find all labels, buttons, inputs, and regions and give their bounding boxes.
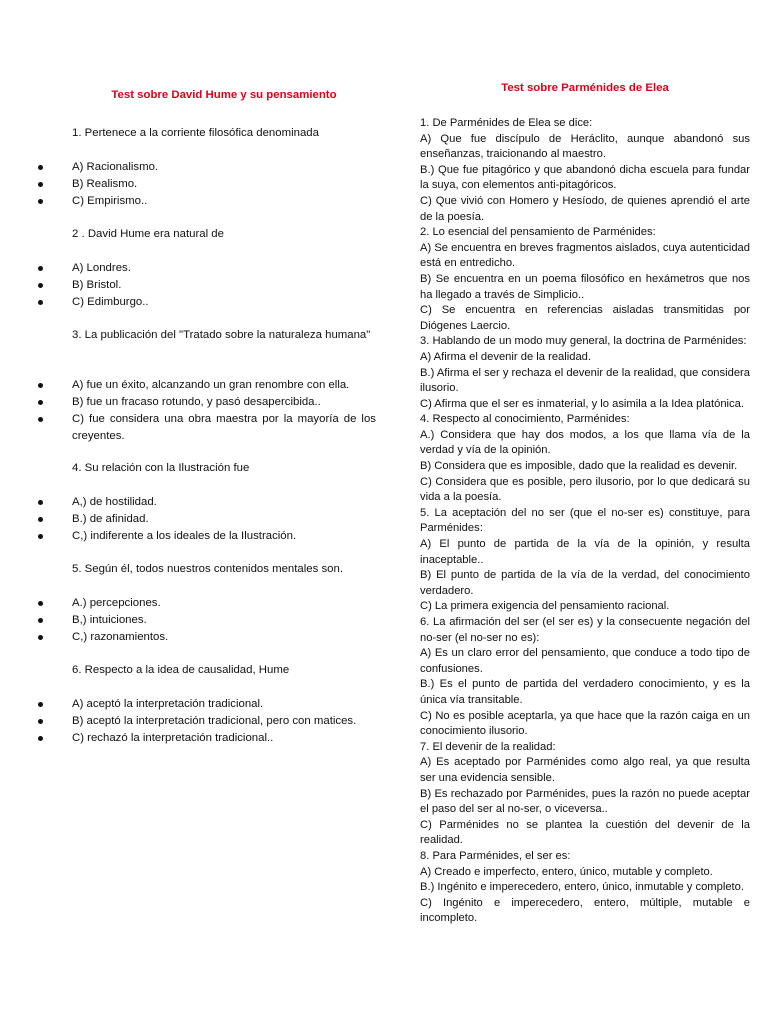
option-b: B) El punto de partida de la vía de la verdad, del conocimiento verdadero. — [420, 569, 750, 597]
option-a: A) Afirma el devenir de la realidad. — [420, 350, 592, 363]
option-c: C,) indiferente a los ideales de la Ilustración. — [72, 528, 376, 545]
option-c: C) Se encuentra en referencias aisladas transmitidas por Diógenes Laercio. — [420, 304, 750, 332]
question-3-options — [72, 377, 376, 445]
question-8: 8. Para Parménides, el ser es: — [420, 849, 571, 862]
question-4: 4. Respecto al conocimiento, Parménides: — [420, 413, 630, 426]
option-c: C) No es posible aceptarla, ya que hace que la razón caiga en un conocimiento ilusorio. — [420, 709, 750, 738]
option-b: B) Se encuentra en un poema filosófico en hexámetros que nos ha llegado a través de Simplicio.. — [420, 272, 750, 301]
option-c: C) fue considera una obra maestra por la mayoría de los creyentes. — [72, 411, 376, 445]
option-a: A) Londres. — [72, 260, 376, 277]
option-a: A,) de hostilidad. — [72, 494, 376, 511]
option-b: B) Considera que es imposible, dado que la realidad es devenir. — [420, 460, 738, 473]
option-c: C) La primera exigencia del pensamiento racional. — [420, 600, 670, 613]
question-7: 7. El devenir de la realidad: — [420, 740, 556, 753]
question-1: 1. Pertenece a la corriente filosófica denominada — [72, 127, 319, 139]
option-c: C,) razonamientos. — [72, 629, 376, 646]
question-2-options — [72, 260, 376, 311]
question-1: 1. De Parménides de Elea se dice: — [420, 117, 593, 129]
option-b: B.) Ingénito e imperecedero, entero, único, inmutable y completo. — [420, 881, 744, 894]
option-a: A) fue un éxito, alcanzando un gran renombre con ella. — [72, 377, 376, 394]
option-c: C) Que vivió con Homero y Hesíodo, de quienes aprendió el arte de la poesía. — [420, 194, 750, 223]
option-c: C) Parménides no se plantea la cuestión del devenir de la realidad. — [420, 818, 750, 847]
option-b: B.) Es el punto de partida del verdadero conocimiento, y es la única vía transitable. — [420, 678, 750, 706]
question-3: 3. La publicación del "Tratado sobre la naturaleza humana" — [72, 329, 371, 341]
hume-test-title: Test sobre David Hume y su pensamiento — [111, 89, 337, 101]
option-a: A) Es aceptado por Parménides como algo real, ya que resulta ser una evidencia sensible. — [420, 756, 750, 784]
option-a: A) El punto de partida de la vía de la opinión, y resulta inaceptable.. — [420, 538, 750, 566]
option-b: B) Bristol. — [72, 277, 376, 294]
option-a: A) aceptó la interpretación tradicional. — [72, 696, 376, 713]
option-a: A) Creado e imperfecto, entero, único, mutable y completo. — [420, 865, 713, 878]
question-2: 2 . David Hume era natural de — [72, 228, 224, 240]
parmenides-test-title: Test sobre Parménides de Elea — [501, 82, 669, 94]
option-c: C) Empirismo.. — [72, 193, 376, 210]
option-a: A.) Considera que hay dos modos, a los que llama vía de la verdad y vía de la opinión. — [420, 428, 750, 457]
parmenides-test-body — [420, 116, 750, 927]
option-b: B) Realismo. — [72, 176, 376, 193]
question-5: 5. Según él, todos nuestros contenidos mentales son. — [72, 563, 344, 575]
question-6: 6. La afirmación del ser (el ser es) y la consecuente negación del no-ser (el no-ser no es): — [420, 616, 750, 644]
question-6: 6. Respecto a la idea de causalidad, Hume — [72, 664, 290, 676]
question-5: 5. La aceptación del no ser (que el no-ser es) constituye, para Parménides: — [420, 506, 750, 535]
option-b: B.) Afirma el ser y rechaza el devenir de la realidad, que considera ilusorio. — [420, 366, 750, 395]
option-a: A) Racionalismo. — [72, 159, 376, 176]
question-2: 2. Lo esencial del pensamiento de Parménides: — [420, 226, 656, 239]
option-c: C) Edimburgo.. — [72, 294, 376, 311]
option-b: B) aceptó la interpretación tradicional, pero con matices. — [72, 713, 376, 730]
option-b: B.) Que fue pitagórico y que abandonó dicha escuela para fundar la suya, con elementos anti-pitagóricos. — [420, 163, 750, 192]
option-a: A) Es un claro error del pensamiento, que conduce a todo tipo de confusiones. — [420, 647, 750, 675]
question-4-options — [72, 494, 376, 545]
option-b: B) fue un fracaso rotundo, y pasó desapercibida.. — [72, 394, 376, 411]
option-b: B.) de afinidad. — [72, 511, 376, 528]
question-5-options — [72, 595, 376, 646]
option-c: C) Considera que es posible, pero ilusorio, por lo que dedicará su vida a la poesía. — [420, 475, 750, 504]
question-6-options — [72, 696, 376, 747]
question-4: 4. Su relación con la Ilustración fue — [72, 462, 250, 474]
option-a: A) Se encuentra en breves fragmentos aislados, cuya autenticidad está en entredicho. — [420, 241, 750, 270]
option-c: C) Ingénito e imperecedero, entero, múltiple, mutable e incompleto. — [420, 896, 750, 925]
option-c: C) Afirma que el ser es inmaterial, y lo asimila a la Idea platónica. — [420, 397, 744, 410]
question-1-options — [72, 159, 376, 210]
option-a: A) Que fue discípulo de Heráclito, aunque abandonó sus enseñanzas, traicionando al maestro. — [420, 132, 750, 161]
option-b: B) Es rechazado por Parménides, pues la razón no puede aceptar el paso del ser al no-ser, o viceversa.. — [420, 787, 750, 816]
option-b: B,) intuiciones. — [72, 612, 376, 629]
option-a: A.) percepciones. — [72, 595, 376, 612]
question-3: 3. Hablando de un modo muy general, la doctrina de Parménides: — [420, 335, 747, 348]
option-c: C) rechazó la interpretación tradicional.. — [72, 730, 376, 747]
